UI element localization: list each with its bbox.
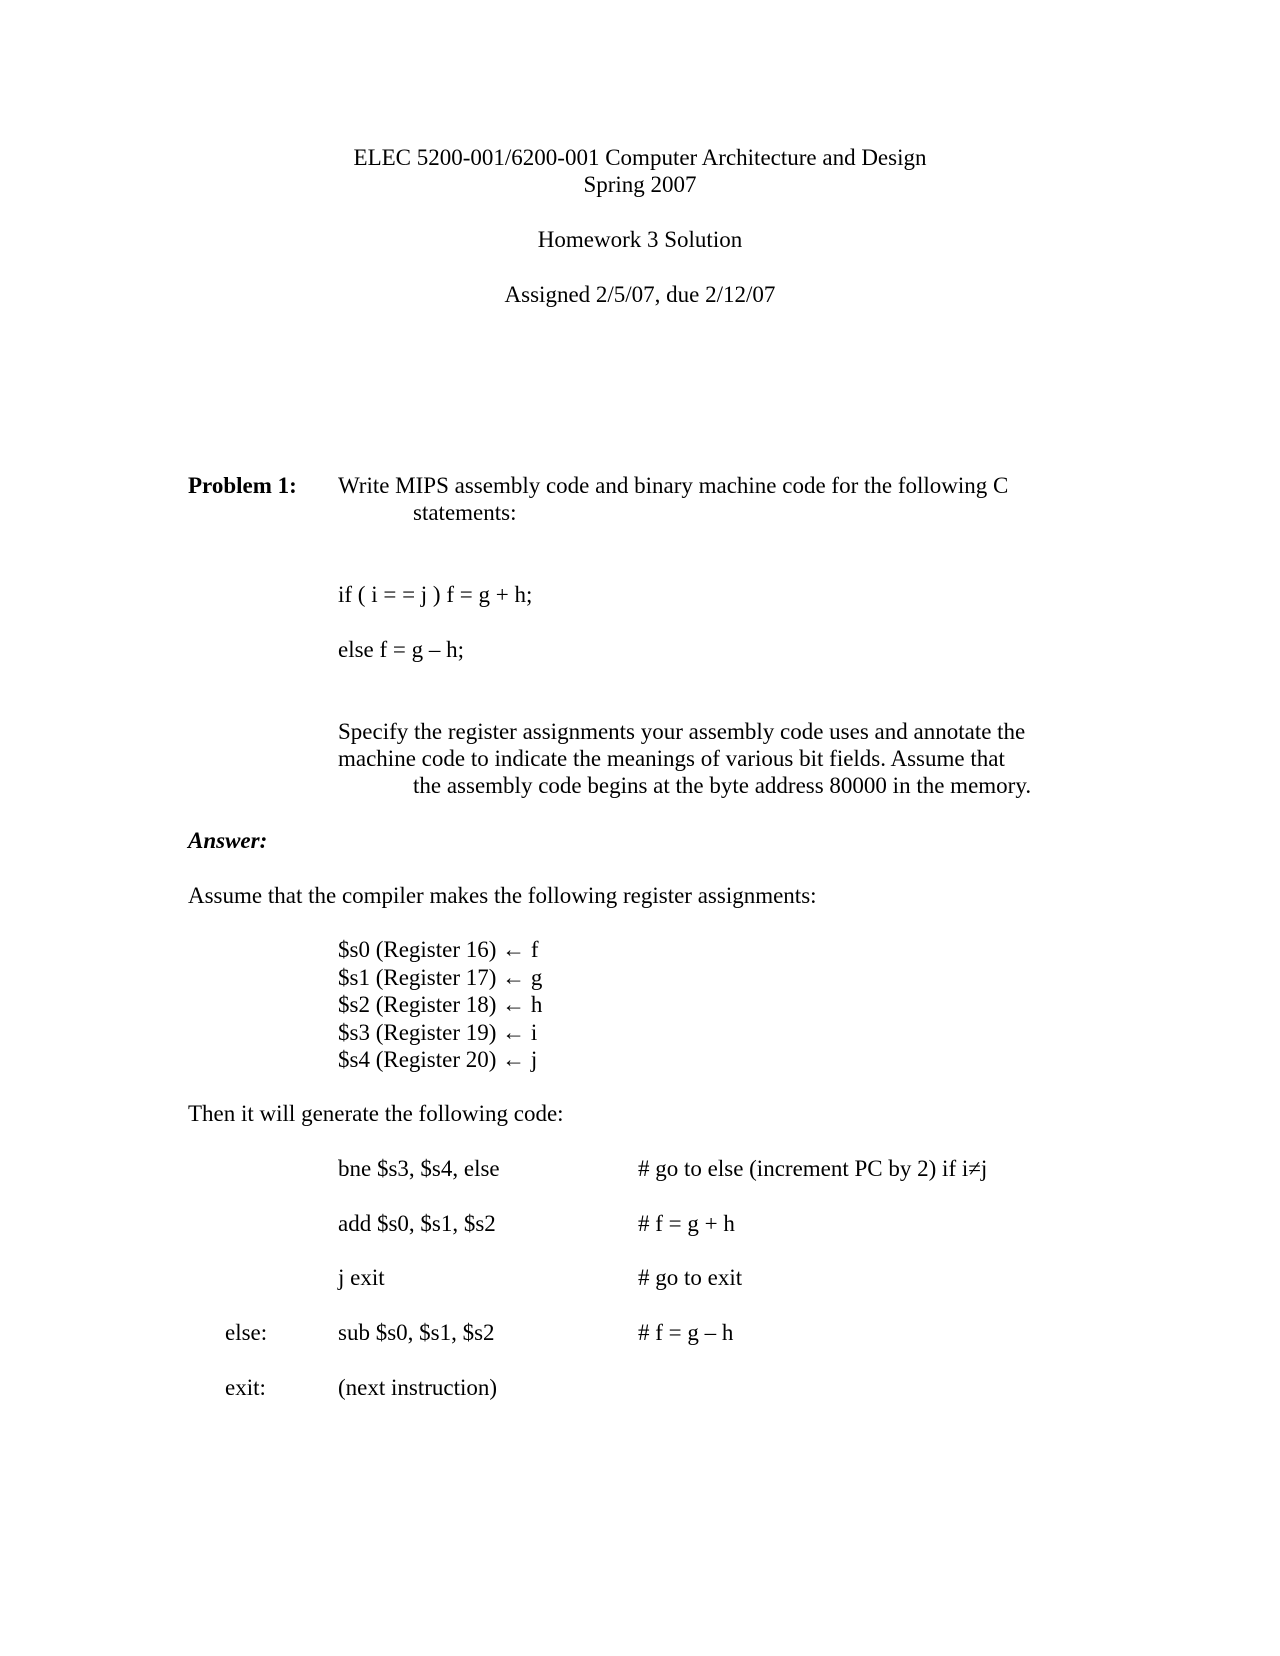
answer-label: Answer: bbox=[188, 828, 268, 853]
problem-statement-line2: statements: bbox=[413, 500, 517, 525]
problem-label: Problem 1: bbox=[188, 473, 297, 498]
register-assignment: $s4 (Register 20) ← j bbox=[338, 1047, 538, 1072]
code-instruction: bne $s3, $s4, else bbox=[338, 1156, 500, 1181]
code-comment: # go to else (increment PC by 2) if i≠j bbox=[638, 1156, 988, 1181]
problem-statement-line1: Write MIPS assembly code and binary machine code for the following C bbox=[338, 473, 1009, 498]
register-assignment: $s0 (Register 16) ← f bbox=[338, 937, 539, 962]
assigned-dates: Assigned 2/5/07, due 2/12/07 bbox=[504, 282, 776, 307]
code-instruction: add $s0, $s1, $s2 bbox=[338, 1211, 496, 1236]
assume-text: Assume that the compiler makes the following register assignments: bbox=[188, 883, 817, 908]
document-title: Homework 3 Solution bbox=[537, 227, 743, 252]
c-code-else: else f = g – h; bbox=[338, 637, 465, 662]
code-instruction: (next instruction) bbox=[338, 1375, 498, 1400]
code-comment: # f = g – h bbox=[638, 1320, 734, 1345]
code-comment: # go to exit bbox=[638, 1265, 743, 1290]
generate-text: Then it will generate the following code: bbox=[188, 1101, 564, 1126]
code-instruction: sub $s0, $s1, $s2 bbox=[338, 1320, 495, 1345]
course-title: ELEC 5200-001/6200-001 Computer Architecture and Design bbox=[353, 145, 927, 170]
code-comment: # f = g + h bbox=[638, 1211, 735, 1236]
term: Spring 2007 bbox=[583, 172, 697, 197]
register-assignment: $s1 (Register 17) ← g bbox=[338, 965, 543, 990]
spec-line3: the assembly code begins at the byte address 80000 in the memory. bbox=[413, 773, 1032, 798]
register-assignment: $s3 (Register 19) ← i bbox=[338, 1020, 538, 1045]
code-label: else: bbox=[225, 1320, 268, 1345]
spec-line2: machine code to indicate the meanings of various bit fields. Assume that bbox=[338, 746, 1005, 771]
spec-line1: Specify the register assignments your assembly code uses and annotate the bbox=[338, 719, 1026, 744]
code-label: exit: bbox=[225, 1375, 266, 1400]
c-code-if: if ( i = = j ) f = g + h; bbox=[338, 582, 533, 607]
register-assignment: $s2 (Register 18) ← h bbox=[338, 992, 543, 1017]
code-instruction: j exit bbox=[338, 1265, 385, 1290]
